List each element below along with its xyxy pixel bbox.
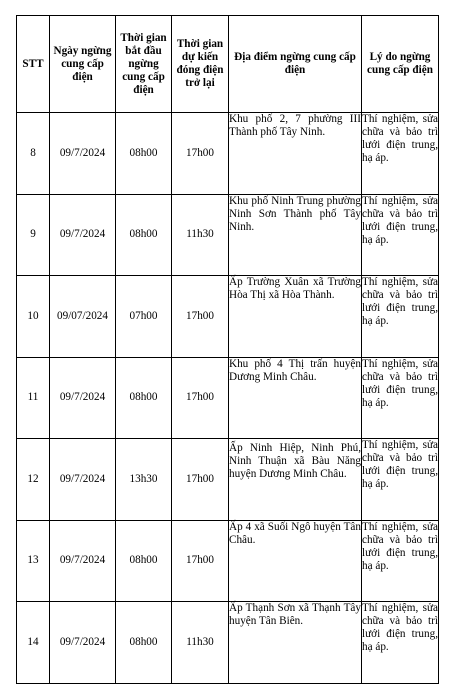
cell-stt: 8 (17, 113, 50, 195)
table-row (17, 439, 439, 521)
cell-start-time: 08h00 (116, 194, 172, 276)
cell-date: 09/7/2024 (50, 357, 116, 439)
cell-end-time: 11h30 (172, 602, 229, 684)
cell-end-time: 17h00 (172, 357, 229, 439)
cell-stt: 13 (17, 520, 50, 602)
table-row (17, 194, 439, 276)
table-row (17, 520, 439, 602)
cell-location: Ấp Trường Xuân xã Trường Hòa Thị xã Hòa Thành. (229, 276, 362, 358)
table-row (17, 357, 439, 439)
cell-stt: 9 (17, 194, 50, 276)
cell-location: Khu phố Ninh Trung phường Ninh Sơn Thành phố Tây Ninh. (229, 194, 362, 276)
header-start-time: Thời gian bắt đầu ngừng cung cấp điện (116, 16, 172, 113)
cell-end-time: 17h00 (172, 439, 229, 521)
cell-start-time: 08h00 (116, 113, 172, 195)
cell-end-time: 17h00 (172, 113, 229, 195)
header-date: Ngày ngừng cung cấp điện (50, 16, 116, 113)
table-header (17, 16, 439, 113)
cell-reason: Thí nghiệm, sửa chữa và bảo trì lưới điện trung, hạ áp. (362, 357, 439, 439)
cell-stt: 12 (17, 439, 50, 521)
cell-date: 09/7/2024 (50, 113, 116, 195)
cell-end-time: 17h00 (172, 520, 229, 602)
cell-start-time: 08h00 (116, 520, 172, 602)
header-stt: STT (17, 16, 50, 113)
header-row (17, 16, 439, 113)
header-reason: Lý do ngừng cung cấp điện (362, 16, 439, 113)
cell-end-time: 17h00 (172, 276, 229, 358)
cell-date: 09/7/2024 (50, 602, 116, 684)
cell-stt: 14 (17, 602, 50, 684)
cell-location: Khu phố 4 Thị trấn huyện Dương Minh Châu. (229, 357, 362, 439)
cell-date: 09/07/2024 (50, 276, 116, 358)
cell-start-time: 13h30 (116, 439, 172, 521)
cell-location: Ấp Thạnh Sơn xã Thạnh Tây huyện Tân Biên. (229, 602, 362, 684)
cell-date: 09/7/2024 (50, 520, 116, 602)
cell-reason: Thí nghiệm, sửa chữa và bảo trì lưới điện trung, hạ áp. (362, 602, 439, 684)
cell-start-time: 07h00 (116, 276, 172, 358)
cell-end-time: 11h30 (172, 194, 229, 276)
cell-stt: 11 (17, 357, 50, 439)
cell-reason: Thí nghiệm, sửa chữa và bảo trì lưới điện trung, hạ áp. (362, 276, 439, 358)
table-row (17, 276, 439, 358)
power-outage-table (16, 15, 439, 684)
cell-date: 09/7/2024 (50, 439, 116, 521)
table-row (17, 113, 439, 195)
cell-location: Khu phố 2, 7 phường III Thành phố Tây Ninh. (229, 113, 362, 195)
cell-reason: Thí nghiệm, sửa chữa và bảo trì lưới điện trung, hạ áp. (362, 194, 439, 276)
cell-reason: Thí nghiệm, sửa chữa và bảo trì lưới điện trung, hạ áp. (362, 113, 439, 195)
cell-stt: 10 (17, 276, 50, 358)
header-location: Địa điểm ngừng cung cấp điện (229, 16, 362, 113)
header-end-time: Thời gian dự kiến đóng điện trở lại (172, 16, 229, 113)
cell-reason: Thí nghiệm, sửa chữa và bảo trì lưới điện trung, hạ áp. (362, 520, 439, 602)
cell-start-time: 08h00 (116, 602, 172, 684)
cell-start-time: 08h00 (116, 357, 172, 439)
cell-location: Ấp Ninh Hiệp, Ninh Phú, Ninh Thuận xã Bàu Năng huyện Dương Minh Châu. (229, 439, 362, 521)
cell-date: 09/7/2024 (50, 194, 116, 276)
table-body (17, 113, 439, 684)
table-row (17, 602, 439, 684)
cell-location: Ấp 4 xã Suối Ngô huyện Tân Châu. (229, 520, 362, 602)
cell-reason: Thí nghiệm, sửa chữa và bảo trì lưới điện trung, hạ áp. (362, 439, 439, 521)
